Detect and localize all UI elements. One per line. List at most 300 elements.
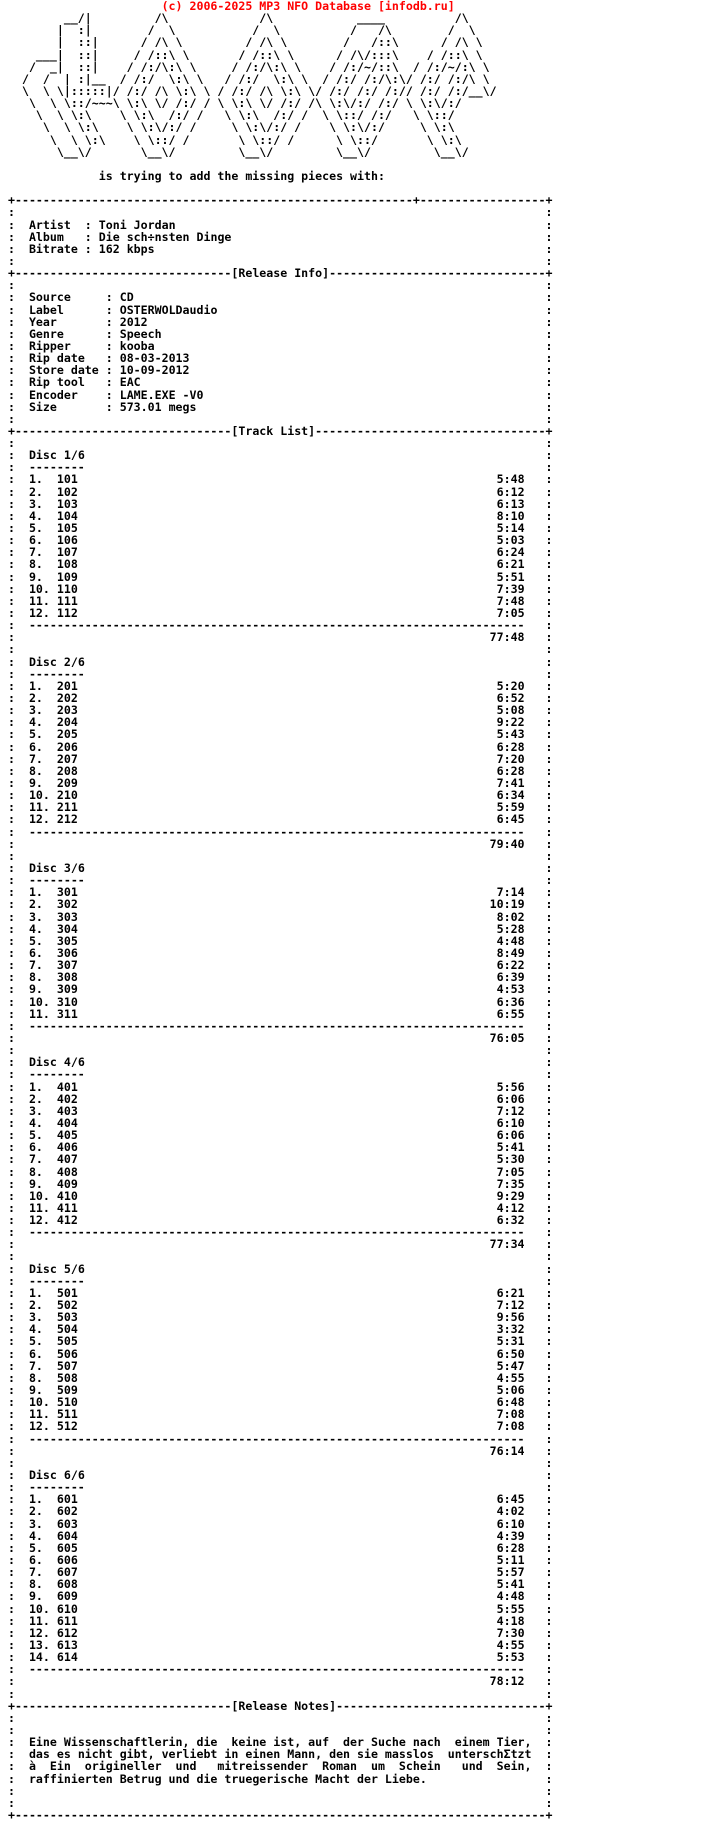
- track-time: 6:21: [77, 1285, 525, 1300]
- tagline: is trying to add the missing pieces with:: [98, 168, 385, 183]
- release-notes-line: à Ein origineller und mitreissender Roman um Schein und Sein,: [28, 1759, 532, 1774]
- blank-line: : :: [8, 1795, 553, 1810]
- blank-line: : :: [8, 1249, 553, 1264]
- track-time: 6:13: [77, 496, 525, 511]
- track-name: 601: [56, 1492, 78, 1507]
- track-row: : 6. 506 6:50 :: [8, 1346, 553, 1361]
- copyright-text: (c) 2006-2025 MP3 NFO Database [infodb.ru]: [161, 0, 455, 13]
- notes-line: : das es nicht gibt, verliebt in einen Mann, den sie masslos unterschΣtzt :: [8, 1747, 553, 1762]
- track-row: : 2. 302 10:19 :: [8, 897, 553, 912]
- disc-title: Disc 1/6: [28, 448, 85, 463]
- track-list-divider-title: [Track List]: [231, 423, 316, 438]
- track-row: : 9. 309 4:53 :: [8, 982, 553, 997]
- track-number: 7.: [28, 545, 57, 560]
- track-number: 9.: [28, 1589, 57, 1604]
- track-number: 3.: [28, 1310, 57, 1325]
- track-row: : 5. 305 4:48 :: [8, 933, 553, 948]
- track-row: : 8. 108 6:21 :: [8, 557, 553, 572]
- track-number: 10.: [28, 1395, 57, 1410]
- track-time: 5:55: [77, 1601, 525, 1616]
- track-time: 5:20: [77, 678, 525, 693]
- track-time: 5:06: [77, 1383, 525, 1398]
- album-row: : Album : Die sch÷nsten Dinge :: [8, 229, 553, 244]
- track-time: 5:30: [77, 1152, 525, 1167]
- track-time: 5:28: [77, 921, 525, 936]
- track-time: 5:47: [77, 1358, 525, 1373]
- track-number: 1.: [28, 472, 57, 487]
- track-name: 112: [56, 606, 78, 621]
- disc-total: 79:40: [28, 836, 525, 851]
- track-row: : 10. 310 6:36 :: [8, 994, 553, 1009]
- release-field-label: Rip date: [28, 351, 99, 366]
- track-name: 503: [56, 1310, 78, 1325]
- track-name: 512: [56, 1419, 78, 1434]
- track-row: : 11. 311 6:55 :: [8, 1006, 553, 1021]
- track-name: 407: [56, 1152, 78, 1167]
- track-name: 302: [56, 897, 78, 912]
- track-time: 9:29: [77, 1188, 525, 1203]
- track-row: : 2. 402 6:06 :: [8, 1091, 553, 1106]
- bitrate-row: : Bitrate : 162 kbps :: [8, 241, 553, 256]
- track-row: : 3. 503 9:56 :: [8, 1310, 553, 1325]
- track-row: : 6. 606 5:11 :: [8, 1553, 553, 1567]
- track-number: 7.: [28, 958, 57, 973]
- track-time: 6:28: [77, 763, 525, 778]
- track-name: 310: [56, 994, 78, 1009]
- logo-art-row: \ \ \|:::::|/ /:/ /\ \:\ \ / /:/ /\ \:\ \/ /:/ /:/ /:// /:/ /:/__\/: [8, 83, 497, 98]
- release-field-label: Rip tool: [28, 375, 99, 390]
- logo-art-row: / / | :|__ / /:/ \:\ \ / /:/ \:\ \ / /:/ /:/\:\/ /:/ /:/\ \: [8, 71, 490, 86]
- release-field: : Genre : Speech :: [8, 326, 553, 341]
- track-name: 606: [56, 1553, 78, 1567]
- track-name: 103: [56, 496, 78, 511]
- artist-label: Artist: [28, 217, 78, 232]
- track-time: 4:12: [77, 1200, 525, 1215]
- track-time: 6:10: [77, 1516, 525, 1531]
- track-time: 7:05: [77, 606, 525, 621]
- track-number: 11.: [28, 1407, 57, 1422]
- track-time: 7:48: [77, 593, 525, 608]
- track-row: : 1. 601 6:45 :: [8, 1492, 553, 1507]
- track-name: 203: [56, 703, 78, 718]
- disc-underline: : -------- :: [8, 1480, 553, 1495]
- blank-line: : :: [8, 1686, 553, 1701]
- track-row: : 10. 610 5:55 :: [8, 1601, 553, 1616]
- track-time: 5:11: [77, 1553, 525, 1567]
- disc-title-row: : Disc 2/6 :: [8, 654, 553, 669]
- album-value: Die sch÷nsten Dinge: [98, 229, 232, 244]
- release-field-value: LAME.EXE -V0: [119, 387, 204, 402]
- artist-value: Toni Jordan: [98, 217, 176, 232]
- track-name: 604: [56, 1528, 78, 1543]
- track-time: 6:24: [77, 545, 525, 560]
- track-name: 605: [56, 1540, 78, 1555]
- track-time: 5:08: [77, 703, 525, 718]
- disc-title-row: : Disc 5/6 :: [8, 1261, 553, 1276]
- disc-total-rule: : ----------------------------------------------------------------------- :: [8, 1431, 553, 1446]
- disc-underline: : -------- :: [8, 666, 553, 681]
- track-number: 5.: [28, 727, 57, 742]
- release-field-value: Speech: [119, 326, 162, 341]
- blank-line: : :: [8, 1783, 553, 1798]
- track-name: 613: [56, 1637, 78, 1652]
- bottom-border: +----------------------------------------------------------------------------+: [8, 1807, 553, 1822]
- track-number: 12.: [28, 1625, 57, 1640]
- release-field-value: 08-03-2013: [119, 351, 190, 366]
- track-name: 110: [56, 581, 78, 596]
- blank-line: : :: [8, 1043, 553, 1058]
- track-number: 13.: [28, 1637, 57, 1652]
- track-number: 11.: [28, 1613, 57, 1628]
- track-time: 6:32: [77, 1213, 525, 1228]
- track-time: 6:06: [77, 1128, 525, 1143]
- track-time: 6:21: [77, 557, 525, 572]
- track-row: : 4. 604 4:39 :: [8, 1528, 553, 1543]
- track-row: : 12. 612 7:30 :: [8, 1625, 553, 1640]
- track-time: 9:22: [77, 715, 525, 730]
- track-row: : 3. 203 5:08 :: [8, 703, 553, 718]
- top-border: +---------------------------------------------------------+------------------+: [8, 193, 553, 208]
- track-row: : 8. 208 6:28 :: [8, 763, 553, 778]
- track-row: : 1. 201 5:20 :: [8, 678, 553, 693]
- track-number: 2.: [28, 897, 57, 912]
- track-number: 12.: [28, 812, 57, 827]
- blank-line: : :: [8, 278, 553, 293]
- track-row: : 7. 107 6:24 :: [8, 545, 553, 560]
- logo-art-row: | ::| / /\ \ / /\ \ / /::\ / /\ \: [8, 35, 483, 50]
- disc-total: 77:48: [28, 630, 525, 645]
- track-name: 111: [56, 593, 78, 608]
- track-time: 5:41: [77, 1577, 525, 1592]
- release-notes-divider: +-------------------------------[Release Notes]------------------------------+: [8, 1698, 553, 1713]
- track-name: 603: [56, 1516, 78, 1531]
- track-row: : 5. 405 6:06 :: [8, 1128, 553, 1143]
- blank-line: : :: [8, 411, 553, 426]
- track-number: 10.: [28, 994, 57, 1009]
- track-time: 7:08: [77, 1407, 525, 1422]
- track-number: 7.: [28, 1358, 57, 1373]
- track-name: 405: [56, 1128, 78, 1143]
- track-row: : 14. 614 5:53 :: [8, 1650, 553, 1665]
- track-row: : 9. 209 7:41 :: [8, 776, 553, 790]
- release-field: : Label : OSTERWOLDaudio :: [8, 302, 553, 317]
- track-number: 5.: [28, 1540, 57, 1555]
- track-row: : 1. 501 6:21 :: [8, 1285, 553, 1300]
- release-notes-line: raffinierten Betrug und die truegerische Macht der Liebe.: [28, 1771, 427, 1786]
- track-row: : 1. 401 5:56 :: [8, 1079, 553, 1094]
- disc-total-row: : 76:14 :: [8, 1443, 553, 1458]
- track-time: 6:55: [77, 1006, 525, 1021]
- track-time: 5:31: [77, 1334, 525, 1349]
- track-time: 8:49: [77, 945, 525, 960]
- release-field-label: Size: [28, 399, 99, 414]
- track-time: 5:03: [77, 533, 525, 548]
- track-row: : 11. 111 7:48 :: [8, 593, 553, 608]
- disc-total-rule: : ----------------------------------------------------------------------- :: [8, 824, 553, 839]
- track-row: : 1. 101 5:48 :: [8, 472, 553, 487]
- release-field: : Encoder : LAME.EXE -V0 :: [8, 387, 553, 402]
- track-name: 614: [56, 1650, 78, 1665]
- track-number: 12.: [28, 606, 57, 621]
- track-time: 6:10: [77, 1115, 525, 1130]
- track-name: 307: [56, 958, 78, 973]
- track-time: 7:08: [77, 1419, 525, 1434]
- disc-total-rule: : ----------------------------------------------------------------------- :: [8, 1225, 553, 1240]
- track-number: 5.: [28, 1334, 57, 1349]
- track-row: : 2. 502 7:12 :: [8, 1298, 553, 1313]
- track-row: : 8. 308 6:39 :: [8, 970, 553, 985]
- track-row: : 10. 510 6:48 :: [8, 1395, 553, 1410]
- blank-line: : :: [8, 1455, 553, 1470]
- track-number: 4.: [28, 715, 57, 730]
- disc-total-row: : 78:12 :: [8, 1674, 553, 1689]
- disc-total: 77:34: [28, 1237, 525, 1252]
- track-row: : 7. 607 5:57 :: [8, 1565, 553, 1580]
- track-number: 9.: [28, 569, 57, 584]
- notes-line: : à Ein origineller und mitreissender Roman um Schein und Sein, :: [8, 1759, 553, 1774]
- track-row: : 3. 303 8:02 :: [8, 909, 553, 924]
- track-list-divider: +-------------------------------[Track List]---------------------------------+: [8, 423, 553, 438]
- track-row: : 5. 205 5:43 :: [8, 727, 553, 742]
- track-number: 11.: [28, 593, 57, 608]
- track-time: 5:14: [77, 521, 525, 536]
- track-number: 1.: [28, 678, 57, 693]
- track-name: 105: [56, 521, 78, 536]
- track-name: 409: [56, 1176, 78, 1191]
- disc-total: 76:05: [28, 1030, 525, 1045]
- track-name: 301: [56, 885, 78, 900]
- track-time: 6:34: [77, 788, 525, 803]
- track-name: 508: [56, 1370, 78, 1385]
- track-time: 4:02: [77, 1504, 525, 1519]
- disc-title-row: : Disc 6/6 :: [8, 1468, 553, 1483]
- track-time: 4:18: [77, 1613, 525, 1628]
- track-time: 5:43: [77, 727, 525, 742]
- track-number: 9.: [28, 982, 57, 997]
- logo-art-row: \ \ \:\ \ \:\ /:/ / \ \:\ /:/ / \ \::/ /:/ \ \::/: [8, 108, 455, 123]
- disc-underline: : -------- :: [8, 1273, 553, 1288]
- track-time: 4:53: [77, 982, 525, 997]
- disc-total-rule: : ----------------------------------------------------------------------- :: [8, 1018, 553, 1033]
- logo-art-row: \ \ \:\ \ \:\/:/ / \ \:\/:/ / \ \:\/:/ \ \:\: [8, 120, 455, 135]
- track-number: 9.: [28, 1383, 57, 1398]
- track-number: 6.: [28, 739, 57, 754]
- track-time: 8:02: [77, 909, 525, 924]
- track-number: 8.: [28, 1164, 57, 1179]
- track-number: 9.: [28, 1176, 57, 1191]
- track-name: 609: [56, 1589, 78, 1604]
- track-number: 6.: [28, 1140, 57, 1155]
- logo-art-line: [8, 146, 553, 158]
- logo-art-row: \__\/ \__\/ \__\/ \__\/ \__\/: [8, 144, 469, 159]
- track-row: : 11. 511 7:08 :: [8, 1407, 553, 1422]
- track-time: 5:48: [77, 472, 525, 487]
- track-row: : 8. 408 7:05 :: [8, 1164, 553, 1179]
- disc-total-row: : 77:48 :: [8, 630, 553, 645]
- track-name: 204: [56, 715, 78, 730]
- track-row: : 12. 412 6:32 :: [8, 1213, 553, 1228]
- track-number: 8.: [28, 1370, 57, 1385]
- blank-line: : :: [8, 848, 553, 863]
- release-field-value: 10-09-2012: [119, 363, 190, 378]
- track-name: 411: [56, 1200, 78, 1215]
- track-row: : 8. 508 4:55 :: [8, 1370, 553, 1385]
- track-row: : 13. 613 4:55 :: [8, 1637, 553, 1652]
- track-name: 304: [56, 921, 78, 936]
- track-row: : 9. 109 5:51 :: [8, 569, 553, 584]
- track-number: 5.: [28, 933, 57, 948]
- track-name: 101: [56, 472, 78, 487]
- track-row: : 10. 210 6:34 :: [8, 788, 553, 803]
- track-number: 2.: [28, 691, 57, 706]
- track-row: : 9. 509 5:06 :: [8, 1383, 553, 1398]
- track-name: 402: [56, 1091, 78, 1106]
- blank-line: : :: [8, 1722, 553, 1737]
- track-row: : 12. 512 7:08 :: [8, 1419, 553, 1434]
- disc-title: Disc 4/6: [28, 1055, 85, 1070]
- track-time: 10:19: [77, 897, 525, 912]
- track-name: 212: [56, 812, 78, 827]
- track-time: 6:36: [77, 994, 525, 1009]
- track-name: 505: [56, 1334, 78, 1349]
- track-time: 4:48: [77, 1589, 525, 1604]
- release-field-value: 573.01 megs: [119, 399, 197, 414]
- track-row: : 11. 411 4:12 :: [8, 1200, 553, 1215]
- track-name: 504: [56, 1322, 78, 1337]
- track-time: 5:51: [77, 569, 525, 584]
- track-name: 208: [56, 763, 78, 778]
- track-name: 306: [56, 945, 78, 960]
- track-row: : 3. 603 6:10 :: [8, 1516, 553, 1531]
- track-name: 511: [56, 1407, 78, 1422]
- track-name: 510: [56, 1395, 78, 1410]
- release-field-value: OSTERWOLDaudio: [119, 302, 218, 317]
- disc-total: 76:14: [28, 1443, 525, 1458]
- track-name: 109: [56, 569, 78, 584]
- track-time: 6:50: [77, 1346, 525, 1361]
- track-name: 404: [56, 1115, 78, 1130]
- track-row: : 5. 605 6:28 :: [8, 1540, 553, 1555]
- track-row: : 1. 301 7:14 :: [8, 885, 553, 900]
- track-name: 211: [56, 800, 78, 815]
- logo-art-row: | :| / \ / \ / /\ / \: [8, 23, 476, 38]
- track-name: 607: [56, 1565, 78, 1580]
- track-name: 403: [56, 1103, 78, 1118]
- bitrate-label: Bitrate: [28, 241, 78, 256]
- bitrate-value: 162 kbps: [98, 241, 155, 256]
- track-time: 5:41: [77, 1140, 525, 1155]
- track-time: 7:05: [77, 1164, 525, 1179]
- release-field: : Ripper : kooba :: [8, 338, 553, 353]
- track-name: 406: [56, 1140, 78, 1155]
- tagline-line: [8, 170, 553, 182]
- track-number: 6.: [28, 1346, 57, 1361]
- disc-underline: : -------- :: [8, 873, 553, 888]
- track-time: 7:20: [77, 751, 525, 766]
- track-name: 610: [56, 1601, 78, 1616]
- release-field-value: EAC: [119, 375, 141, 390]
- blank-line: : :: [8, 1710, 553, 1725]
- blank-line: : :: [8, 205, 553, 220]
- track-number: 12.: [28, 1419, 57, 1434]
- track-number: 2.: [28, 1504, 57, 1519]
- track-row: : 11. 211 5:59 :: [8, 800, 553, 815]
- release-field-label: Encoder: [28, 387, 99, 402]
- disc-underline: : -------- :: [8, 1067, 553, 1082]
- track-name: 107: [56, 545, 78, 560]
- track-row: : 7. 407 5:30 :: [8, 1152, 553, 1167]
- track-row: : 9. 609 4:48 :: [8, 1589, 553, 1604]
- track-row: : 10. 410 9:29 :: [8, 1188, 553, 1203]
- release-field-label: Year: [28, 314, 99, 329]
- blank-line: : :: [8, 436, 553, 451]
- release-field-value: CD: [119, 290, 134, 305]
- track-name: 612: [56, 1625, 78, 1640]
- track-number: 4.: [28, 921, 57, 936]
- track-name: 412: [56, 1213, 78, 1228]
- disc-underline: : -------- :: [8, 460, 553, 475]
- track-number: 10.: [28, 788, 57, 803]
- track-time: 7:30: [77, 1625, 525, 1640]
- track-number: 3.: [28, 496, 57, 511]
- track-number: 7.: [28, 1565, 57, 1580]
- track-number: 8.: [28, 1577, 57, 1592]
- release-notes-line: das es nicht gibt, verliebt in einen Mann, den sie masslos unterschΣtzt: [28, 1747, 532, 1762]
- track-row: : 4. 504 3:32 :: [8, 1322, 553, 1337]
- track-name: 410: [56, 1188, 78, 1203]
- logo-art-row: __/| /\ /\ ____ /\: [8, 11, 469, 26]
- track-row: : 4. 404 6:10 :: [8, 1115, 553, 1130]
- track-number: 4.: [28, 508, 57, 523]
- track-time: 6:48: [77, 1395, 525, 1410]
- track-number: 4.: [28, 1115, 57, 1130]
- notes-line: : raffinierten Betrug und die truegerische Macht der Liebe. :: [8, 1771, 553, 1786]
- disc-title-row: : Disc 1/6 :: [8, 448, 553, 463]
- track-row: : 3. 403 7:12 :: [8, 1103, 553, 1118]
- track-row: : 11. 611 4:18 :: [8, 1613, 553, 1628]
- disc-title: Disc 3/6: [28, 860, 85, 875]
- track-name: 205: [56, 727, 78, 742]
- track-name: 106: [56, 533, 78, 548]
- track-name: 303: [56, 909, 78, 924]
- track-name: 305: [56, 933, 78, 948]
- track-time: 6:28: [77, 739, 525, 754]
- track-number: 8.: [28, 763, 57, 778]
- track-name: 202: [56, 691, 78, 706]
- logo-art-row: \ \ \:\ \ \::/ / \ \::/ / \ \::/ \ \:\: [8, 132, 462, 147]
- track-row: : 7. 207 7:20 :: [8, 751, 553, 766]
- disc-total-rule: : ----------------------------------------------------------------------- :: [8, 618, 553, 633]
- album-label: Album: [28, 229, 78, 244]
- track-number: 8.: [28, 970, 57, 985]
- track-time: 5:57: [77, 1565, 525, 1580]
- track-time: 7:12: [77, 1103, 525, 1118]
- track-row: : 10. 110 7:39 :: [8, 581, 553, 596]
- disc-total-row: : 79:40 :: [8, 836, 553, 851]
- track-name: 506: [56, 1346, 78, 1361]
- track-time: 8:10: [77, 508, 525, 523]
- track-time: 7:39: [77, 581, 525, 596]
- track-row: : 12. 212 6:45 :: [8, 812, 553, 827]
- track-name: 210: [56, 788, 78, 803]
- disc-title: Disc 6/6: [28, 1468, 85, 1483]
- track-name: 507: [56, 1358, 78, 1373]
- track-time: 6:28: [77, 1540, 525, 1555]
- track-row: : 3. 103 6:13 :: [8, 496, 553, 511]
- track-time: 3:32: [77, 1322, 525, 1337]
- disc-title: Disc 5/6: [28, 1261, 85, 1276]
- disc-title-row: : Disc 4/6 :: [8, 1055, 553, 1070]
